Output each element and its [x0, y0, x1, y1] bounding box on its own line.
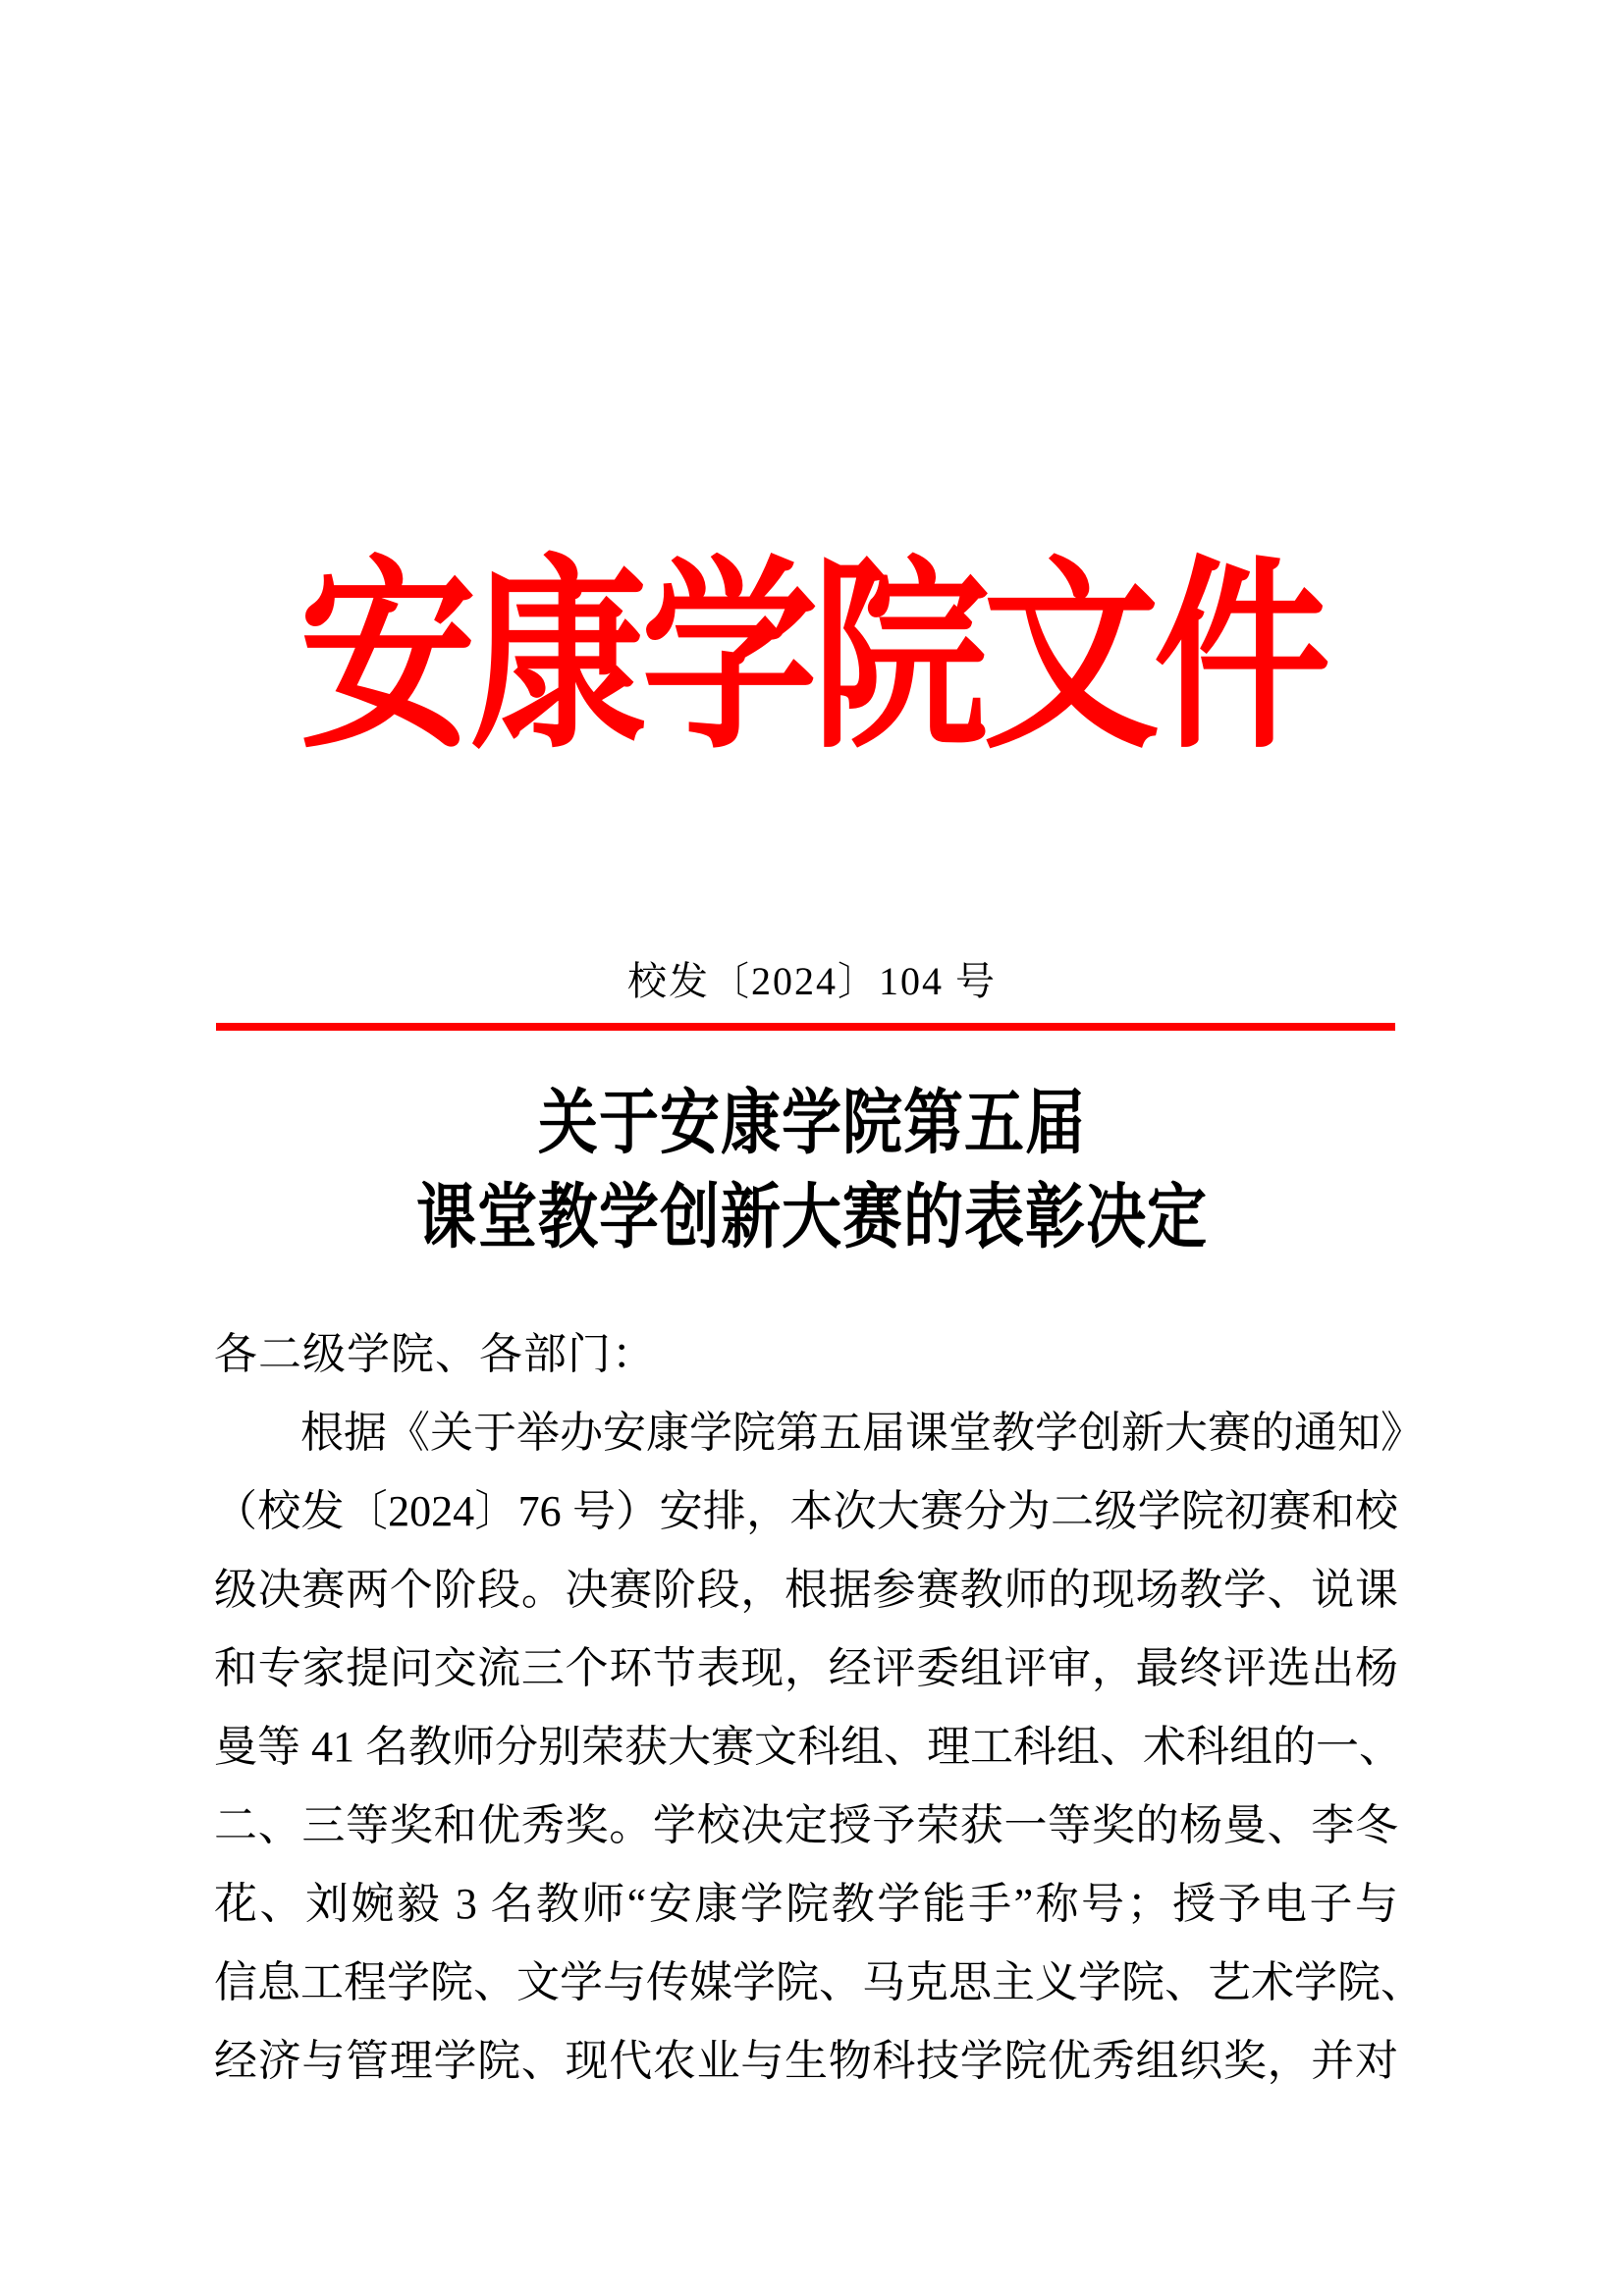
- document-number: 校发〔2024〕104 号: [627, 959, 997, 1003]
- body-text-line: 根据《关于举办安康学院第五届课堂教学创新大赛的通知》: [300, 1409, 1424, 1457]
- document-body: [214, 1315, 1424, 2101]
- body-text-line: 经济与管理学院、现代农业与生物科技学院优秀组织奖，并对: [214, 2037, 1398, 2085]
- body-text-line: 级决赛两个阶段。决赛阶段，根据参赛教师的现场教学、说课: [214, 1566, 1398, 1614]
- body-text-line: 曼等 41 名教师分别荣获大赛文科组、理工科组、术科组的一、: [214, 1723, 1402, 1771]
- document-title-line2: 课堂教学创新大赛的表彰决定: [415, 1179, 1208, 1257]
- body-text-line: 花、刘婉毅 3 名教师“安康学院教学能手”称号；授予电子与: [214, 1880, 1398, 1928]
- letterhead-title: 安康学院文件: [298, 546, 1325, 773]
- red-divider-line: [216, 1023, 1395, 1031]
- body-text-line: 信息工程学院、文学与传媒学院、马克思主义学院、艺术学院、: [214, 1958, 1424, 2006]
- document-title: [0, 1078, 1624, 1266]
- document-title-line1: 关于安康学院第五届: [537, 1085, 1086, 1163]
- body-text-line: 和专家提问交流三个环节表现，经评委组评审，最终评选出杨: [214, 1644, 1398, 1692]
- body-text-line: 二、三等奖和优秀奖。学校决定授予荣获一等奖的杨曼、李冬: [214, 1801, 1398, 1849]
- salutation-line: 各二级学院、各部门：: [214, 1330, 656, 1378]
- body-text-line: （校发〔2024〕76 号）安排，本次大赛分为二级学院初赛和校: [214, 1487, 1398, 1535]
